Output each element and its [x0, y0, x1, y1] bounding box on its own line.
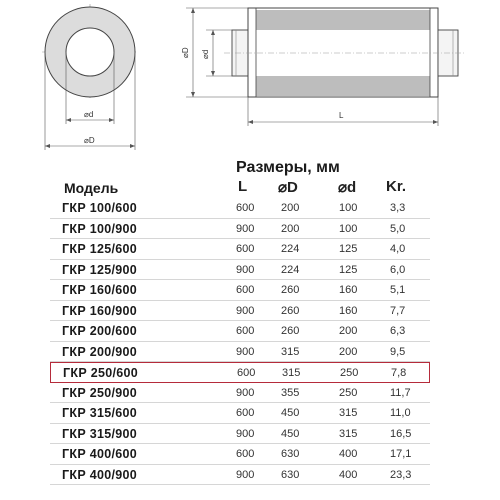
- inner-diameter-cell: 160: [339, 284, 358, 296]
- inner-diameter-cell: 200: [339, 345, 358, 358]
- inner-diameter-cell: 315: [339, 427, 358, 440]
- model-cell: ГКР 160/900: [62, 303, 138, 318]
- inner-circle: [66, 28, 114, 76]
- outer-diameter-cell: 260: [281, 284, 300, 296]
- specifications-table: [50, 198, 430, 485]
- length-cell: 900: [236, 468, 255, 481]
- table-row: [50, 280, 430, 301]
- L-arrow-right: [433, 120, 438, 124]
- weight-cell: 11,7: [390, 386, 411, 399]
- model-cell: ГКР 100/600: [62, 201, 138, 215]
- length-cell: 600: [236, 284, 255, 296]
- outer-diameter-cell: 315: [281, 345, 300, 358]
- front-view: [42, 4, 138, 150]
- inner-diameter-cell: 160: [339, 304, 358, 317]
- weight-column-header: Kr.: [386, 178, 407, 195]
- model-cell: ГКР 315/600: [62, 406, 138, 420]
- outer-diameter-cell: 260: [281, 325, 300, 337]
- weight-cell: 9,5: [390, 345, 406, 358]
- length-cell: 600: [236, 202, 255, 214]
- side-view: [181, 8, 466, 126]
- table-row-highlighted: [50, 362, 430, 383]
- length-column-header: L: [238, 178, 248, 195]
- inner-diameter-cell: 315: [339, 407, 358, 419]
- model-cell: ГКР 400/900: [62, 467, 138, 482]
- length-cell: 600: [236, 325, 255, 337]
- inner-diameter-cell: 250: [339, 386, 358, 399]
- front-inner-diameter-label: ⌀d: [84, 110, 94, 119]
- side-d-arrow-bottom: [211, 71, 215, 76]
- outer-diameter-cell: 200: [281, 222, 300, 235]
- model-cell: ГКР 125/900: [62, 262, 138, 277]
- outer-diameter-cell: 260: [281, 304, 300, 317]
- weight-cell: 23,3: [390, 468, 412, 481]
- weight-cell: 6,3: [390, 325, 406, 337]
- table-row: [50, 198, 430, 219]
- table-row: [50, 321, 430, 342]
- length-cell: 600: [237, 367, 256, 379]
- inner-diameter-column-header: ⌀d: [338, 179, 357, 196]
- length-cell: 600: [236, 407, 255, 419]
- inner-diameter-cell: 250: [340, 367, 359, 379]
- table-row: [50, 403, 430, 424]
- table-row: [50, 260, 430, 281]
- weight-cell: 6,0: [390, 263, 406, 276]
- table-row: [50, 383, 430, 404]
- weight-cell: 3,3: [390, 202, 406, 214]
- inner-diameter-cell: 125: [339, 243, 358, 255]
- weight-cell: 7,7: [390, 304, 406, 317]
- model-cell: ГКР 200/900: [62, 344, 138, 359]
- front-outer-diameter-label: ⌀D: [84, 136, 95, 145]
- model-cell: ГКР 200/600: [62, 324, 138, 338]
- weight-cell: 5,0: [390, 222, 406, 235]
- weight-cell: 4,0: [390, 243, 406, 255]
- weight-cell: 17,1: [390, 448, 412, 460]
- model-cell: ГКР 315/900: [62, 426, 138, 441]
- inner-diameter-cell: 400: [339, 448, 358, 460]
- outer-diameter-column-header: ⌀D: [278, 179, 298, 196]
- insulation-top: [256, 10, 430, 30]
- table-row: [50, 239, 430, 260]
- outer-diameter-cell: 200: [281, 202, 300, 214]
- inner-diameter-cell: 125: [339, 263, 358, 276]
- model-cell: ГКР 250/900: [62, 385, 138, 400]
- outer-diameter-cell: 355: [281, 386, 300, 399]
- side-D-arrow-bottom: [191, 92, 195, 97]
- D-arrow-left: [45, 144, 50, 148]
- inner-diameter-cell: 100: [339, 202, 358, 214]
- outer-diameter-cell: 630: [281, 448, 300, 460]
- weight-cell: 16,5: [390, 427, 412, 440]
- outer-diameter-cell: 450: [281, 427, 300, 440]
- length-cell: 600: [236, 448, 255, 460]
- table-row: [50, 465, 430, 486]
- length-cell: 600: [236, 243, 255, 255]
- model-cell: ГКР 400/600: [62, 447, 138, 461]
- side-length-label: L: [339, 111, 344, 120]
- table-row: [50, 342, 430, 363]
- model-column-header: Модель: [64, 180, 119, 196]
- length-cell: 900: [236, 427, 255, 440]
- insulation-bottom: [256, 76, 430, 96]
- table-row: [50, 424, 430, 445]
- inner-diameter-cell: 100: [339, 222, 358, 235]
- model-cell: ГКР 250/600: [63, 366, 139, 380]
- outer-diameter-cell: 315: [282, 367, 301, 379]
- d-arrow-right: [109, 118, 114, 122]
- length-cell: 900: [236, 222, 255, 235]
- model-cell: ГКР 125/600: [62, 242, 138, 256]
- length-cell: 900: [236, 345, 255, 358]
- side-D-arrow-top: [191, 8, 195, 13]
- table-row: [50, 301, 430, 322]
- length-cell: 900: [236, 386, 255, 399]
- outer-diameter-cell: 224: [281, 263, 300, 276]
- d-arrow-left: [66, 118, 71, 122]
- side-inner-diameter-label: ⌀d: [201, 49, 210, 59]
- D-arrow-right: [130, 144, 135, 148]
- inner-diameter-cell: 200: [339, 325, 358, 337]
- model-cell: ГКР 100/900: [62, 221, 138, 236]
- weight-cell: 11,0: [390, 407, 411, 419]
- length-cell: 900: [236, 304, 255, 317]
- weight-cell: 7,8: [391, 367, 407, 379]
- outer-diameter-cell: 450: [281, 407, 300, 419]
- outer-diameter-cell: 224: [281, 243, 300, 255]
- side-outer-diameter-label: ⌀D: [181, 47, 190, 58]
- outer-diameter-cell: 630: [281, 468, 300, 481]
- dimensions-title: Размеры, мм: [236, 159, 340, 176]
- table-row: [50, 219, 430, 240]
- table-row: [50, 444, 430, 465]
- model-cell: ГКР 160/600: [62, 283, 138, 297]
- side-d-arrow-top: [211, 30, 215, 35]
- weight-cell: 5,1: [390, 284, 406, 296]
- L-arrow-left: [248, 120, 253, 124]
- inner-diameter-cell: 400: [339, 468, 358, 481]
- technical-drawing: [0, 0, 500, 160]
- length-cell: 900: [236, 263, 255, 276]
